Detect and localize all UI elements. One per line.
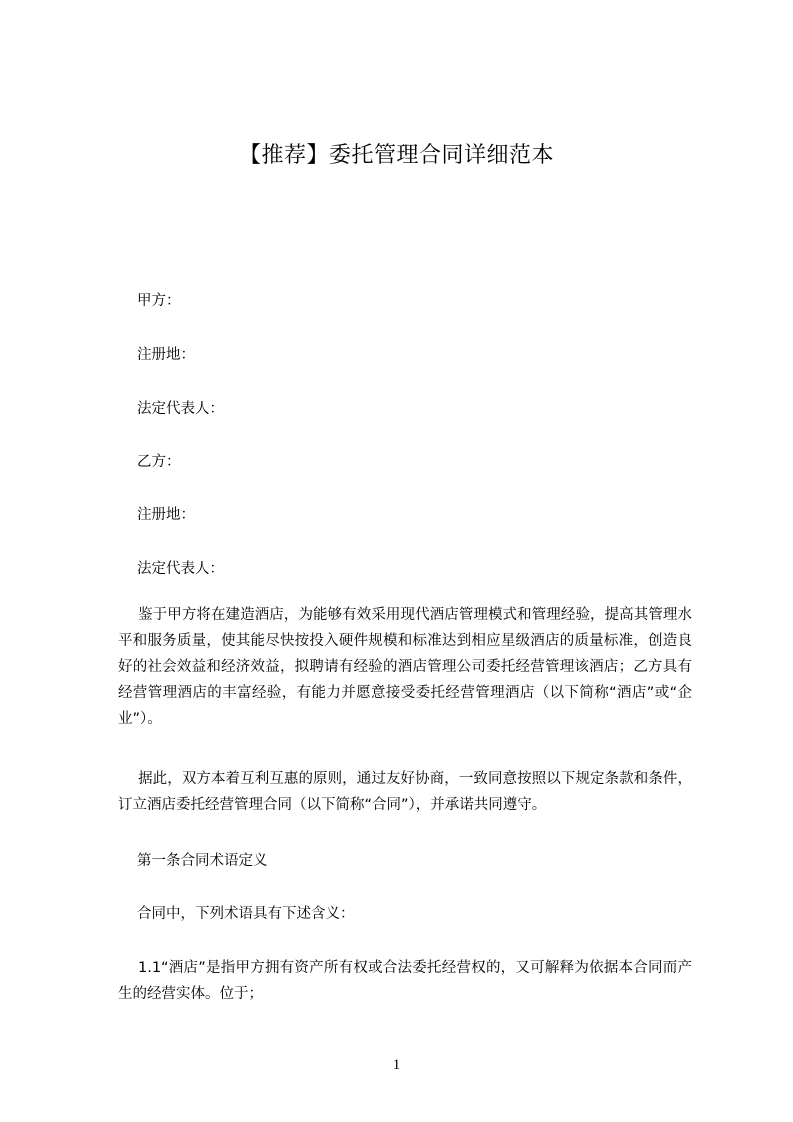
recital-text: 鉴于甲方将在建造酒店，为能够有效采用现代酒店管理模式和管理经验，提高其管理水平和服务质量，使其能尽快按投入硬件规模和标准达到相应星级酒店的质量标准，创造良好的社会效益和经济效益，拟聘请有经验的酒店管理公司委托经营管理该酒店；乙方具有经营管理酒店的丰富经验，有能力并愿意接受委托经营管理酒店（以下简称“酒店”或“企业”）。 <box>118 607 692 727</box>
article-1-intro: 合同中，下列术语具有下述含义： <box>137 906 355 922</box>
party-b-legal-representative-label: 法定代表人： <box>137 561 224 577</box>
party-b-label: 乙方： <box>137 454 181 470</box>
agreement-text: 据此，双方本着互利互惠的原则，通过友好协商，一致同意按照以下规定条款和条件，订立酒店委托经营管理合同（以下简称“合同”），并承诺共同遵守。 <box>118 771 692 813</box>
party-a-registered-address-label: 注册地： <box>137 347 195 363</box>
page-number: 1 <box>392 1057 401 1073</box>
party-a-legal-representative-label: 法定代表人： <box>137 401 224 417</box>
clause-1-1-paragraph <box>118 955 692 1007</box>
article-1-heading: 第一条合同术语定义 <box>137 853 268 869</box>
agreement-paragraph <box>118 766 692 818</box>
party-b-registered-address-label: 注册地： <box>137 507 195 523</box>
party-a-label: 甲方： <box>137 293 181 309</box>
document-title: 【推荐】委托管理合同详细范本 <box>238 143 554 168</box>
recital-paragraph <box>118 602 692 732</box>
clause-1-1-text: 1.1“酒店”是指甲方拥有资产所有权或合法委托经营权的，又可解释为依据本合同而产生的经营实体。位于； <box>118 960 692 1002</box>
